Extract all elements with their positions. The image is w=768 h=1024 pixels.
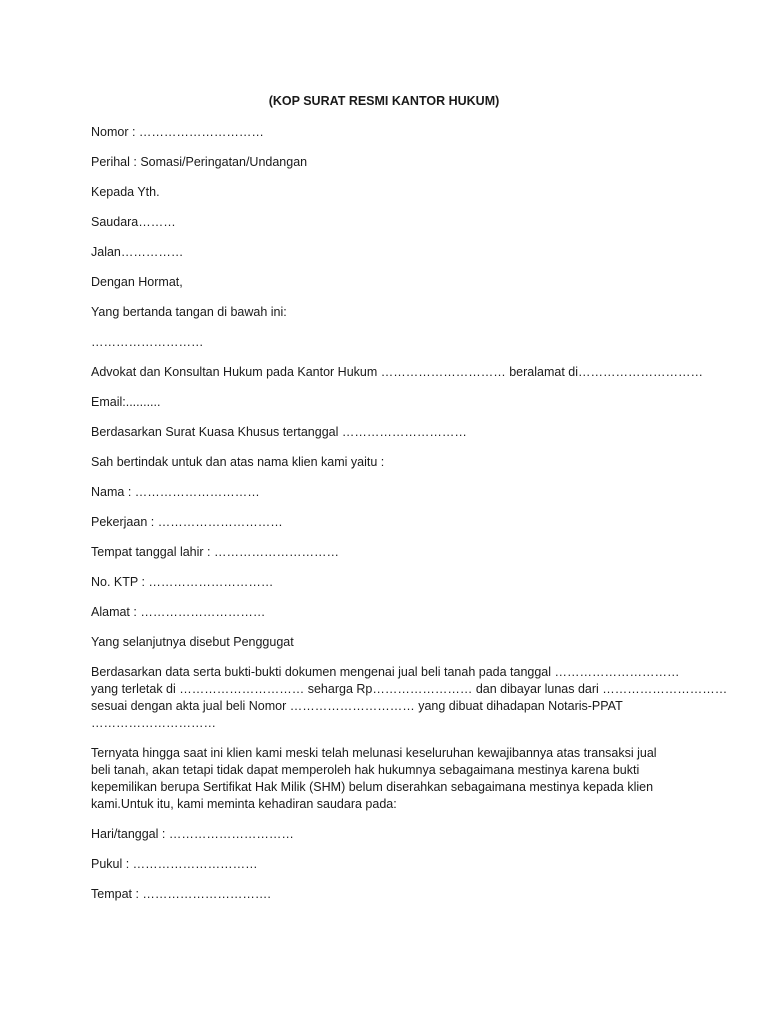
paragraph-line: ………………………… <box>91 716 216 730</box>
nomor-line: Nomor : ………………………… <box>91 125 264 139</box>
paragraph-line: Ternyata hingga saat ini klien kami meski telah melunasi keseluruhan kewajibannya atas transaksi jual <box>91 746 657 760</box>
penggugat-line: Yang selanjutnya disebut Penggugat <box>91 635 294 649</box>
paragraph-line: beli tanah, akan tetapi tidak dapat memperoleh hak hukumnya sebagaimana mestinya karena bukti <box>91 763 640 777</box>
paragraph-line: yang terletak di ………………………… seharga Rp…………………… dan dibayar lunas dari ………………………… <box>91 682 728 696</box>
client-alamat-line: Alamat : ………………………… <box>91 605 266 619</box>
client-ktp-line: No. KTP : ………………………… <box>91 575 274 589</box>
jalan-line: Jalan…………… <box>91 245 184 259</box>
signatory-intro-line: Yang bertanda tangan di bawah ini: <box>91 305 287 319</box>
paragraph-data <box>91 664 728 732</box>
saudara-line: Saudara……… <box>91 215 176 229</box>
letter-title: (KOP SURAT RESMI KANTOR HUKUM) <box>268 94 500 108</box>
tempat-line: Tempat : …………………………. <box>91 887 271 901</box>
kepada-line: Kepada Yth. <box>91 185 160 199</box>
paragraph-line: sesuai dengan akta jual beli Nomor ………………………… yang dibuat dihadapan Notaris-PPAT <box>91 699 623 713</box>
salutation-line: Dengan Hormat, <box>91 275 183 289</box>
letter-body <box>91 124 728 916</box>
client-nama-line: Nama : ………………………… <box>91 485 260 499</box>
sah-bertindak-line: Sah bertindak untuk dan atas nama klien kami yaitu : <box>91 455 385 469</box>
signatory-name-line: ……………………… <box>91 335 204 349</box>
surat-kuasa-line: Berdasarkan Surat Kuasa Khusus tertanggal ………………………… <box>91 425 467 439</box>
paragraph-line: Berdasarkan data serta bukti-bukti dokumen mengenai jual beli tanah pada tanggal ………………………… <box>91 665 680 679</box>
paragraph-line: kami.Untuk itu, kami meminta kehadiran saudara pada: <box>91 797 397 811</box>
paragraph-ternyata <box>91 745 681 813</box>
client-pekerjaan-line: Pekerjaan : ………………………… <box>91 515 283 529</box>
paragraph-line: kepemilikan berupa Sertifikat Hak Milik (SHM) belum diserahkan sebagaimana mestinya kepada klien <box>91 780 654 794</box>
pukul-line: Pukul : ………………………… <box>91 857 258 871</box>
hari-tanggal-line: Hari/tanggal : ………………………… <box>91 827 294 841</box>
advokat-line: Advokat dan Konsultan Hukum pada Kantor Hukum ………………………… beralamat di………………………… <box>91 365 704 379</box>
perihal-line: Perihal : Somasi/Peringatan/Undangan <box>91 155 308 169</box>
email-line: Email:.......... <box>91 395 161 409</box>
client-ttl-line: Tempat tanggal lahir : ………………………… <box>91 545 339 559</box>
